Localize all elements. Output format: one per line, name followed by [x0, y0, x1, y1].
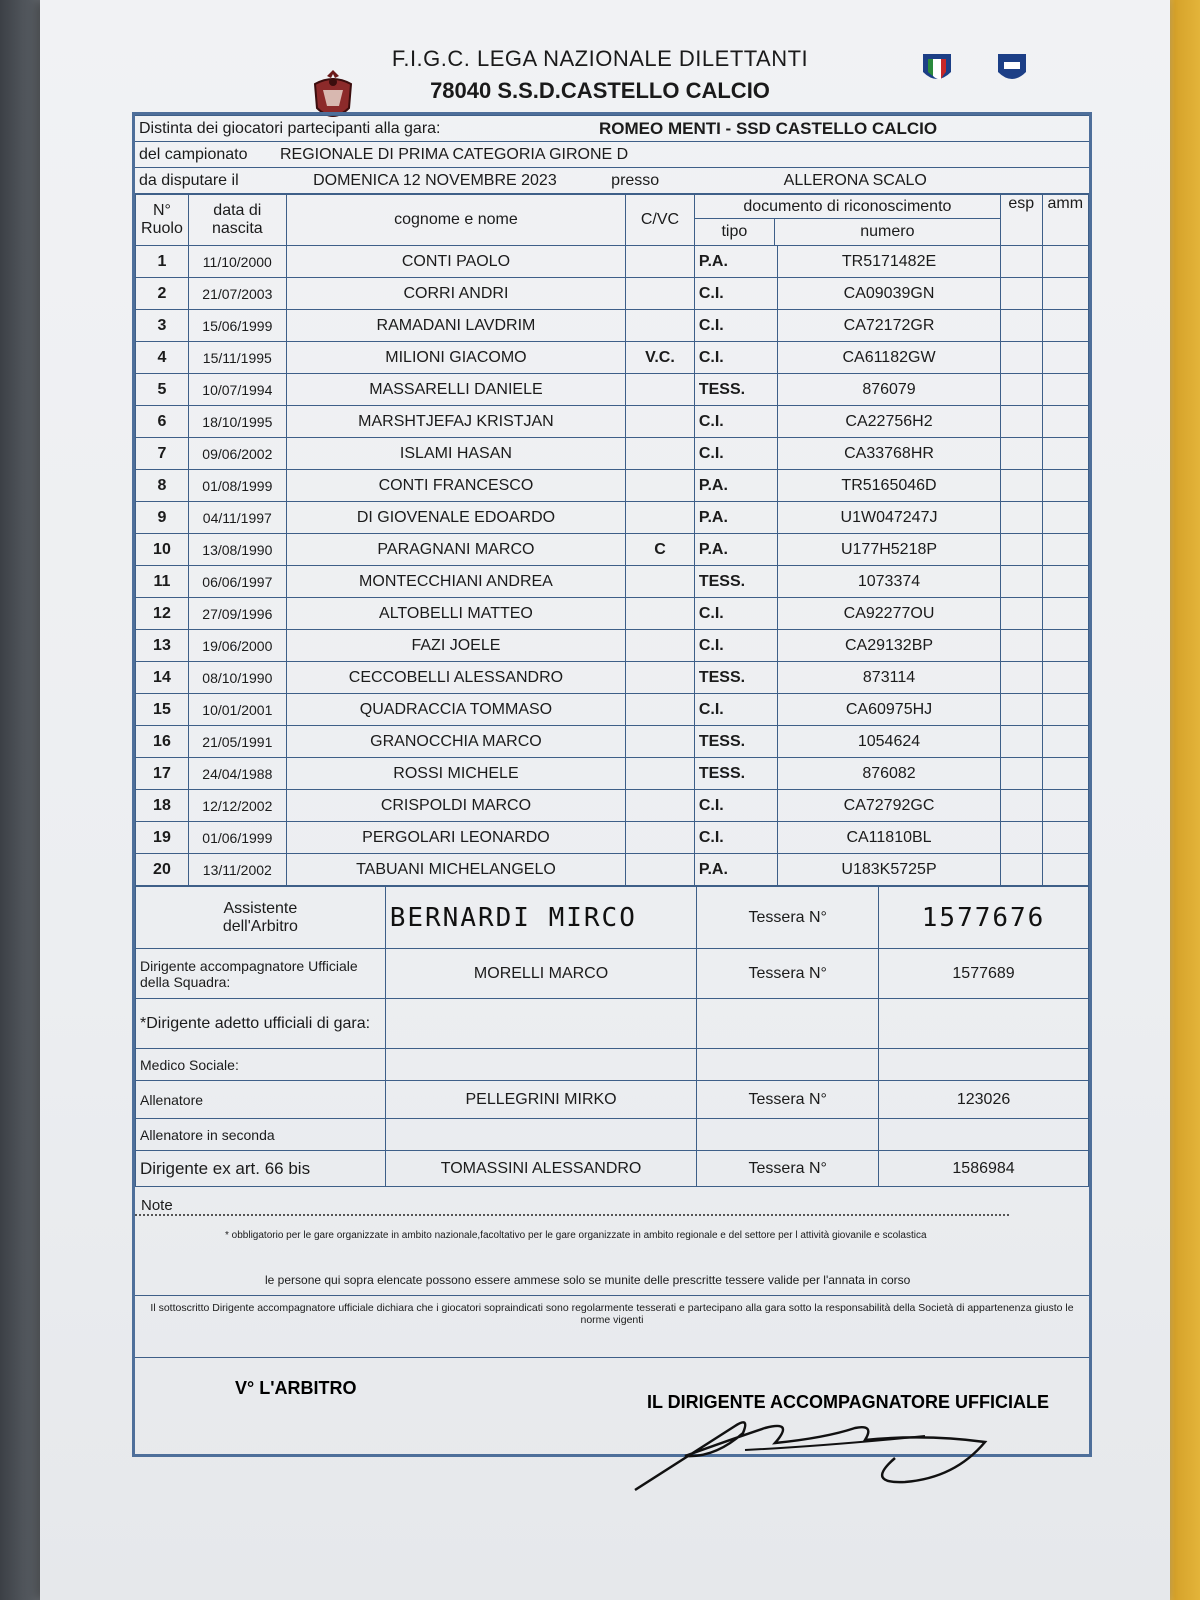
table-row — [136, 726, 1089, 758]
player-doc-type: C.I. — [694, 278, 777, 310]
player-esp — [1000, 662, 1042, 694]
player-number: 17 — [136, 758, 189, 790]
table-row — [136, 662, 1089, 694]
assistente-name: BERNARDI MIRCO — [385, 887, 697, 949]
player-dob: 12/12/2002 — [188, 790, 286, 822]
dirigente-sign-label: IL DIRIGENTE ACCOMPAGNATORE UFFICIALE — [647, 1392, 1050, 1412]
table-row — [136, 406, 1089, 438]
player-doc-number: TR5171482E — [778, 246, 1001, 278]
player-name: ISLAMI HASAN — [286, 438, 625, 470]
player-esp — [1000, 854, 1042, 886]
exart-row — [136, 1151, 1089, 1187]
player-amm — [1042, 342, 1088, 374]
player-dob: 15/06/1999 — [188, 310, 286, 342]
player-amm — [1042, 694, 1088, 726]
player-name: ALTOBELLI MATTEO — [286, 598, 625, 630]
player-name: PARAGNANI MARCO — [286, 534, 625, 566]
col-esp: esp — [1000, 195, 1042, 246]
col-documento: documento di riconoscimento tipo numero — [694, 195, 1000, 246]
table-header-row — [136, 195, 1089, 246]
player-esp — [1000, 598, 1042, 630]
player-name: CONTI FRANCESCO — [286, 470, 625, 502]
allenatore-tessera: 123026 — [879, 1081, 1089, 1119]
assistente-tessera: 1577676 — [879, 887, 1089, 949]
exart-tessera-label: Tessera N° — [697, 1151, 879, 1187]
player-amm — [1042, 630, 1088, 662]
figc-shield-icon — [920, 50, 954, 88]
data-value: DOMENICA 12 NOVEMBRE 2023 — [313, 171, 557, 189]
player-amm — [1042, 854, 1088, 886]
player-doc-number: CA61182GW — [778, 342, 1001, 374]
player-doc-number: CA09039GN — [778, 278, 1001, 310]
player-doc-number: 1054624 — [778, 726, 1001, 758]
player-dob: 24/04/1988 — [188, 758, 286, 790]
player-number: 1 — [136, 246, 189, 278]
player-doc-number: CA72172GR — [778, 310, 1001, 342]
player-doc-type: P.A. — [694, 854, 777, 886]
table-row — [136, 854, 1089, 886]
player-dob: 01/06/1999 — [188, 822, 286, 854]
player-amm — [1042, 278, 1088, 310]
player-cvc — [626, 598, 695, 630]
player-doc-number: TR5165046D — [778, 470, 1001, 502]
player-amm — [1042, 470, 1088, 502]
player-doc-number: U1W047247J — [778, 502, 1001, 534]
assistente-row — [136, 887, 1089, 949]
player-doc-number: CA72792GC — [778, 790, 1001, 822]
allenatore2-label: Allenatore in seconda — [136, 1119, 386, 1151]
player-name: GRANOCCHIA MARCO — [286, 726, 625, 758]
adetto-row — [136, 999, 1089, 1049]
table-row — [136, 694, 1089, 726]
col-n: N° Ruolo — [136, 195, 189, 246]
player-amm — [1042, 598, 1088, 630]
player-cvc — [626, 470, 695, 502]
player-doc-number: 873114 — [778, 662, 1001, 694]
player-number: 4 — [136, 342, 189, 374]
player-doc-type: TESS. — [694, 566, 777, 598]
document-page — [40, 0, 1170, 1600]
player-doc-type: P.A. — [694, 470, 777, 502]
player-number: 5 — [136, 374, 189, 406]
player-cvc — [626, 758, 695, 790]
player-cvc — [626, 790, 695, 822]
player-amm — [1042, 822, 1088, 854]
table-row — [136, 246, 1089, 278]
player-number: 7 — [136, 438, 189, 470]
declaration-block — [135, 1295, 1089, 1326]
player-cvc: C — [626, 534, 695, 566]
distinta-label: Distinta dei giocatori partecipanti alla gara: — [135, 116, 595, 142]
player-name: CRISPOLDI MARCO — [286, 790, 625, 822]
assistente-tessera-label: Tessera N° — [697, 887, 879, 949]
signature-icon — [625, 1398, 1005, 1498]
player-esp — [1000, 726, 1042, 758]
notes-section — [135, 1197, 1089, 1357]
player-cvc: V.C. — [626, 342, 695, 374]
player-doc-type: TESS. — [694, 374, 777, 406]
table-row — [136, 342, 1089, 374]
player-amm — [1042, 726, 1088, 758]
player-cvc — [626, 662, 695, 694]
player-number: 13 — [136, 630, 189, 662]
player-name: MONTECCHIANI ANDREA — [286, 566, 625, 598]
table-row — [136, 598, 1089, 630]
document-header — [300, 46, 900, 104]
medico-row — [136, 1049, 1089, 1081]
exart-label: Dirigente ex art. 66 bis — [136, 1151, 386, 1187]
player-name: CECCOBELLI ALESSANDRO — [286, 662, 625, 694]
player-amm — [1042, 790, 1088, 822]
player-doc-type: C.I. — [694, 630, 777, 662]
player-doc-number: CA60975HJ — [778, 694, 1001, 726]
player-cvc — [626, 630, 695, 662]
presso-label: presso — [611, 171, 660, 189]
player-amm — [1042, 502, 1088, 534]
dirigente-name: MORELLI MARCO — [385, 949, 697, 999]
player-esp — [1000, 694, 1042, 726]
player-amm — [1042, 662, 1088, 694]
player-doc-type: TESS. — [694, 726, 777, 758]
player-amm — [1042, 534, 1088, 566]
player-doc-number: CA22756H2 — [778, 406, 1001, 438]
player-number: 11 — [136, 566, 189, 598]
player-dob: 27/09/1996 — [188, 598, 286, 630]
player-number: 10 — [136, 534, 189, 566]
dirigente-label: Dirigente accompagnatore Ufficiale della Squadra: — [136, 949, 386, 999]
player-name: RAMADANI LAVDRIM — [286, 310, 625, 342]
note-label: Note — [141, 1197, 173, 1214]
player-dob: 15/11/1995 — [188, 342, 286, 374]
player-number: 3 — [136, 310, 189, 342]
player-dob: 09/06/2002 — [188, 438, 286, 470]
player-esp — [1000, 502, 1042, 534]
form-frame — [132, 112, 1092, 1457]
player-doc-type: TESS. — [694, 662, 777, 694]
player-doc-type: C.I. — [694, 310, 777, 342]
player-number: 9 — [136, 502, 189, 534]
player-esp — [1000, 822, 1042, 854]
arbitro-label: V° L'ARBITRO — [235, 1378, 357, 1398]
player-number: 2 — [136, 278, 189, 310]
player-dob: 01/08/1999 — [188, 470, 286, 502]
player-cvc — [626, 822, 695, 854]
player-doc-number: U177H5218P — [778, 534, 1001, 566]
player-cvc — [626, 726, 695, 758]
player-amm — [1042, 246, 1088, 278]
obbligatorio-note: * obbligatorio per le gare organizzate in ambito nazionale,facoltativo per le gare organizzate in ambito regionale e del settore per l attività giovanile e scolastica — [225, 1230, 927, 1241]
player-dob: 18/10/1995 — [188, 406, 286, 438]
player-number: 19 — [136, 822, 189, 854]
player-amm — [1042, 566, 1088, 598]
player-name: MARSHTJEFAJ KRISTJAN — [286, 406, 625, 438]
club-title: 78040 S.S.D.CASTELLO CALCIO — [430, 78, 770, 103]
col-cvc: C/VC — [626, 195, 695, 246]
player-doc-type: C.I. — [694, 598, 777, 630]
players-table — [135, 194, 1089, 886]
player-doc-type: P.A. — [694, 534, 777, 566]
player-esp — [1000, 406, 1042, 438]
player-amm — [1042, 758, 1088, 790]
table-row — [136, 374, 1089, 406]
player-esp — [1000, 470, 1042, 502]
dirigente-row — [136, 949, 1089, 999]
player-cvc — [626, 406, 695, 438]
player-doc-type: C.I. — [694, 342, 777, 374]
dirigente-tessera-label: Tessera N° — [697, 949, 879, 999]
player-esp — [1000, 246, 1042, 278]
player-number: 15 — [136, 694, 189, 726]
col-dob: data di nascita — [188, 195, 286, 246]
table-row — [136, 534, 1089, 566]
player-esp — [1000, 790, 1042, 822]
player-cvc — [626, 502, 695, 534]
player-name: CORRI ANDRI — [286, 278, 625, 310]
player-doc-type: TESS. — [694, 758, 777, 790]
player-cvc — [626, 246, 695, 278]
player-number: 18 — [136, 790, 189, 822]
player-esp — [1000, 310, 1042, 342]
player-dob: 11/10/2000 — [188, 246, 286, 278]
player-esp — [1000, 534, 1042, 566]
player-esp — [1000, 278, 1042, 310]
player-name: ROSSI MICHELE — [286, 758, 625, 790]
player-esp — [1000, 438, 1042, 470]
match-info-table — [135, 115, 1089, 194]
allenatore2-row — [136, 1119, 1089, 1151]
col-name: cognome e nome — [286, 195, 625, 246]
player-doc-number: CA33768HR — [778, 438, 1001, 470]
player-cvc — [626, 694, 695, 726]
player-name: MASSARELLI DANIELE — [286, 374, 625, 406]
player-dob: 04/11/1997 — [188, 502, 286, 534]
player-doc-type: C.I. — [694, 406, 777, 438]
player-dob: 21/05/1991 — [188, 726, 286, 758]
assistente-label: Assistente dell'Arbitro — [136, 887, 386, 949]
player-doc-type: P.A. — [694, 246, 777, 278]
col-amm: amm — [1042, 195, 1088, 246]
player-dob: 13/11/2002 — [188, 854, 286, 886]
player-number: 16 — [136, 726, 189, 758]
player-doc-type: C.I. — [694, 790, 777, 822]
allenatore-row — [136, 1081, 1089, 1119]
match-name: ROMEO MENTI - SSD CASTELLO CALCIO — [595, 116, 1089, 142]
medico-label: Medico Sociale: — [136, 1049, 386, 1081]
table-row — [136, 438, 1089, 470]
player-name: FAZI JOELE — [286, 630, 625, 662]
table-row — [136, 470, 1089, 502]
player-esp — [1000, 342, 1042, 374]
player-number: 20 — [136, 854, 189, 886]
player-esp — [1000, 630, 1042, 662]
player-cvc — [626, 566, 695, 598]
player-amm — [1042, 310, 1088, 342]
player-doc-number: CA92277OU — [778, 598, 1001, 630]
table-row — [136, 758, 1089, 790]
presso-value: ALLERONA SCALO — [783, 171, 927, 189]
table-row — [136, 310, 1089, 342]
player-name: DI GIOVENALE EDOARDO — [286, 502, 625, 534]
player-cvc — [626, 310, 695, 342]
player-doc-number: 1073374 — [778, 566, 1001, 598]
dirigente-tessera: 1577689 — [879, 949, 1089, 999]
player-doc-number: 876079 — [778, 374, 1001, 406]
player-cvc — [626, 438, 695, 470]
campionato-label: del campionato — [139, 145, 248, 163]
signature-section — [135, 1357, 1089, 1457]
table-row — [136, 630, 1089, 662]
player-name: QUADRACCIA TOMMASO — [286, 694, 625, 726]
player-cvc — [626, 854, 695, 886]
allenatore-label: Allenatore — [136, 1081, 386, 1119]
player-cvc — [626, 278, 695, 310]
player-name: MILIONI GIACOMO — [286, 342, 625, 374]
table-row — [136, 566, 1089, 598]
campionato-value: REGIONALE DI PRIMA CATEGORIA GIRONE D — [279, 145, 629, 163]
allenatore-name: PELLEGRINI MIRKO — [385, 1081, 697, 1119]
allenatore-tessera-label: Tessera N° — [697, 1081, 879, 1119]
player-doc-number: CA11810BL — [778, 822, 1001, 854]
player-name: TABUANI MICHELANGELO — [286, 854, 625, 886]
player-number: 6 — [136, 406, 189, 438]
player-name: PERGOLARI LEONARDO — [286, 822, 625, 854]
player-dob: 08/10/1990 — [188, 662, 286, 694]
data-label: da disputare il — [139, 171, 239, 189]
table-row — [136, 502, 1089, 534]
player-esp — [1000, 758, 1042, 790]
staff-table — [135, 886, 1089, 1187]
norme-note: norme vigenti — [580, 1314, 644, 1326]
player-doc-type: C.I. — [694, 694, 777, 726]
player-number: 14 — [136, 662, 189, 694]
table-row — [136, 790, 1089, 822]
player-doc-number: 876082 — [778, 758, 1001, 790]
player-number: 8 — [136, 470, 189, 502]
player-amm — [1042, 374, 1088, 406]
player-amm — [1042, 438, 1088, 470]
exart-tessera: 1586984 — [879, 1151, 1089, 1187]
player-doc-type: C.I. — [694, 438, 777, 470]
player-doc-type: P.A. — [694, 502, 777, 534]
player-dob: 19/06/2000 — [188, 630, 286, 662]
player-number: 12 — [136, 598, 189, 630]
federation-title: F.I.G.C. LEGA NAZIONALE DILETTANTI — [391, 46, 809, 71]
player-name: CONTI PAOLO — [286, 246, 625, 278]
player-esp — [1000, 374, 1042, 406]
col-numero: numero — [860, 223, 915, 240]
adetto-label: *Dirigente adetto ufficiali di gara: — [136, 999, 386, 1049]
exart-name: TOMASSINI ALESSANDRO — [385, 1151, 697, 1187]
player-doc-type: C.I. — [694, 822, 777, 854]
lnd-shield-icon — [995, 50, 1029, 88]
table-row — [136, 278, 1089, 310]
player-doc-number: U183K5725P — [778, 854, 1001, 886]
persone-note: le persone qui sopra elencate possono essere ammese solo se munite delle prescritte tessere valide per l'annata in corso — [265, 1273, 911, 1287]
table-row — [136, 822, 1089, 854]
player-esp — [1000, 566, 1042, 598]
sottoscritto-note: Il sottoscritto Dirigente accompagnatore ufficiale dichiara che i giocatori sopraindicati sono regolarmente tesserati e partecipano alla gara sotto la responsabilità della Società di appartenenza giusto le — [150, 1302, 1074, 1314]
player-dob: 10/01/2001 — [188, 694, 286, 726]
col-tipo: tipo — [695, 219, 775, 245]
player-cvc — [626, 374, 695, 406]
player-doc-number: CA29132BP — [778, 630, 1001, 662]
player-dob: 10/07/1994 — [188, 374, 286, 406]
player-amm — [1042, 406, 1088, 438]
player-dob: 21/07/2003 — [188, 278, 286, 310]
player-dob: 13/08/1990 — [188, 534, 286, 566]
player-dob: 06/06/1997 — [188, 566, 286, 598]
